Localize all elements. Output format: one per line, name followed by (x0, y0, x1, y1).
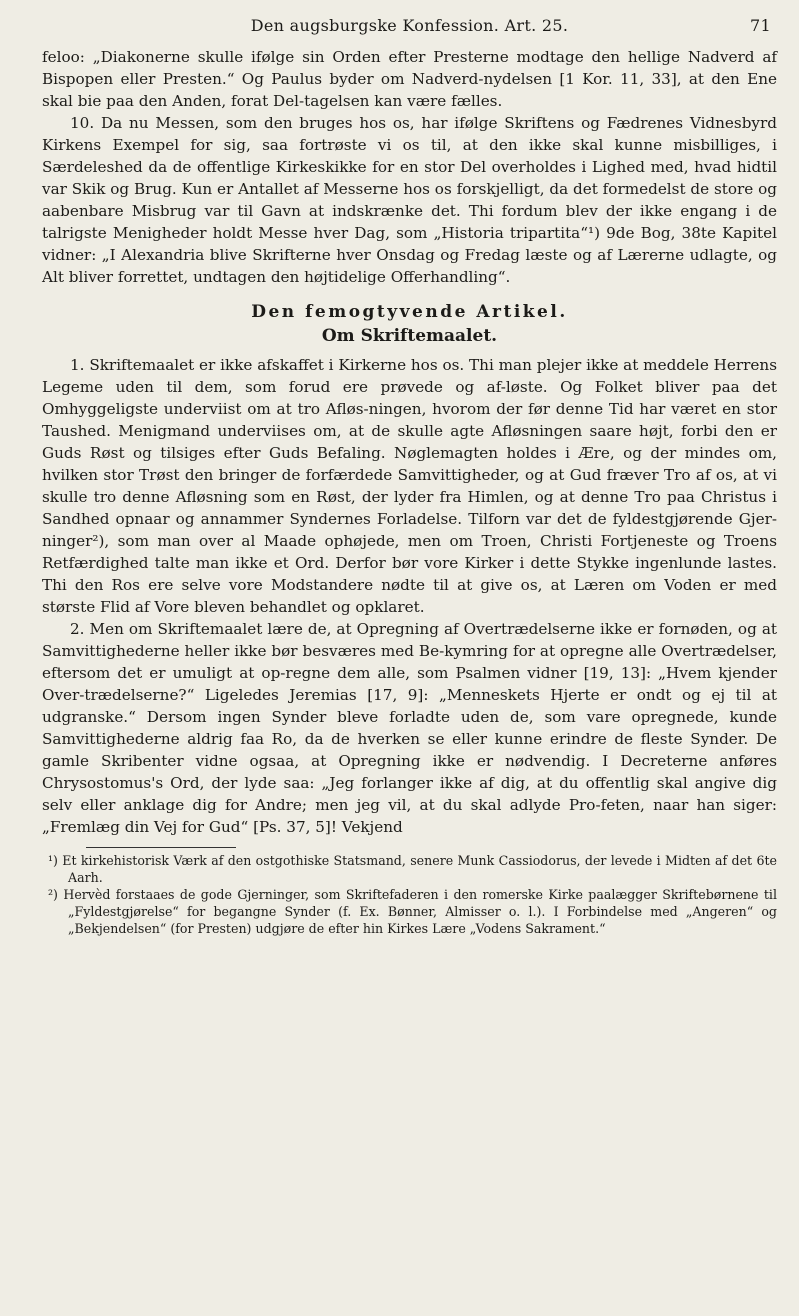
paragraph-10: 10. Da nu Messen, som den bruges hos os, har ifølge Skriftens og Fædrenes Vidnesbyrd Kirkens Exempel for sig, saa fortrøste vi os til, at den ikke skal kunne misbilliges, i Særdeleshed da de offentlige Kirkeskikke for en stor Del overholdes i Lighed med, hvad hidtil var Skik og Brug. Kun er Antallet af Messerne hos os forskjelligt, da det formedelst de store og aabenbare Misbrug var til Gavn at indskrænke det. Thi fordum blev der ikke engang i de talrigste Menigheder holdt Messe hver Dag, som „Historia tripartita“¹) 9de Bog, 38te Kapitel vidner: „I Alexandria blive Skrifterne hver Onsdag og Fredag læste og af Lærerne udlagte, og Alt bliver forrettet, undtagen den højtidelige Offerhandling“. (42, 114, 777, 286)
footnote-2: ²) Hervèd forstaaes de gode Gjerninger, som Skriftefaderen i den romerske Kirke paalægger Skriftebørnene til „Fyldestgjørelse“ for begangne Synder (f. Ex. Bønner, Almisser o. l.). I Forbindelse med „Angeren“ og „Bekjendelsen“ (for Presten) udgjøre de efter hin Kirkes Lære „Vodens Sakrament.“ (48, 887, 777, 936)
paragraph-1: 1. Skriftemaalet er ikke afskaffet i Kirkerne hos os. Thi man plejer ikke at meddele Herrens Legeme uden til dem, som forud ere prøvede og af-løste. Og Folket bliver paa det Omhyggeligste underviist om at tro Afløs-ningen, hvorom der før denne Tid har været en stor Taushed. Menigmand underviises om, at de skulle agte Afløsningen saare højt, forbi den er Guds Røst og tilsiges efter Guds Befaling. Nøglemagten holdes i Ære, og der mindes om, hvilken stor Trøst den bringer de forfærdede Samvittigheder, og at Gud fræver Tro af os, at vi skulle tro denne Afløsning som en Røst, der lyder fra Himlen, og at denne Tro paa Christus i Sandhed opnaar og annammer Syndernes Forladelse. Tilforn var det de fyldestgjørende Gjer-ninger²), som man over al Maade ophøjede, men om Troen, Christi Fortjeneste og Troens Retfærdighed talte man ikke et Ord. Derfor bør vore Kirker i dette Stykke ingenlunde lastes. Thi den Ros ere selve vore Modstandere nødte til at give os, at Læren om Voden er med største Flid af Vore bleven behandlet og opklaret. (42, 356, 777, 616)
section-heading: Den femogtyvende Artikel. (251, 302, 568, 322)
page-number: 71 (750, 16, 771, 35)
paragraph-2: 2. Men om Skriftemaalet lære de, at Opregning af Overtrædelserne ikke er fornøden, og at Samvittighederne heller ikke bør besværes med Be-kymring for at opregne alle Overtrædelser, eftersom det er umuligt at op-regne dem alle, som Psalmen vidner [19, 13]: „Hvem kjender Over-trædelserne?“ Ligeledes Jeremias [17, 9]: „Menneskets Hjerte er ondt og ej til at udgranske.“ Dersom ingen Synder bleve forladte uden de, som vare opregnede, kunde Samvittighederne aldrig faa Ro, da de hverken se eller kunne erindre de fleste Synder. De gamle Skribenter vidne ogsaa, at Opregning ikke er nødvendig. I Decreterne anføres Chrysostomus's Ord, der lyde saa: „Jeg forlanger ikke af dig, at du offentlig skal angive dig selv eller anklage dig for Andre; men jeg vil, at du skal adlyde Pro-feten, naar han siger: „Fremlæg din Vej for Gud“ [Ps. 37, 5]! Vekjend (42, 620, 777, 836)
running-head (42, 16, 777, 46)
footnote-1: ¹) Et kirkehistorisk Værk af den ostgothiske Statsmand, senere Munk Cassiodorus, der levede i Midten af det 6te Aarh. (48, 853, 777, 885)
footnote-divider (86, 847, 236, 848)
intro-paragraph: feloo: „Diakonerne skulle ifølge sin Orden efter Presterne modtage den hellige Nadverd af Bispopen eller Presten.“ Og Paulus byder om Nadverd-nydelsen [1 Kor. 11, 33], at den Ene skal bie paa den Anden, forat Del-tagelsen kan være fælles. (42, 48, 777, 110)
section-subheading: Om Skriftemaalet. (321, 326, 498, 346)
running-title: Den augsburgske Konfession. Art. 25. (250, 16, 569, 35)
